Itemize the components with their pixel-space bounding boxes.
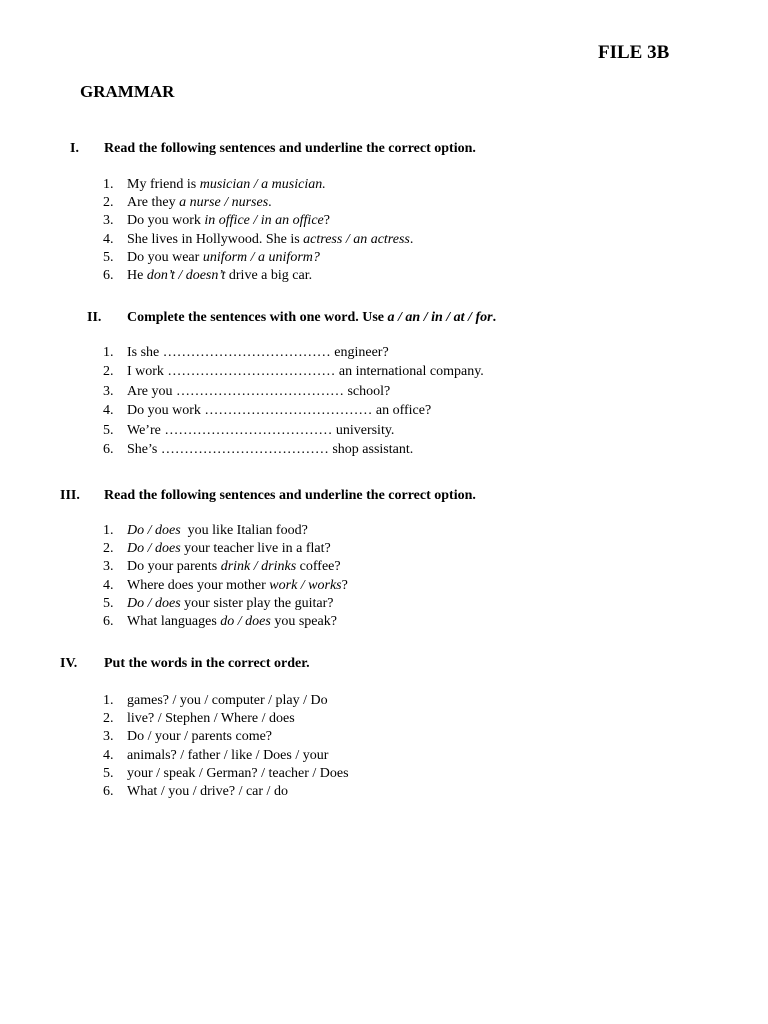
section-2-list <box>103 345 484 461</box>
sentence-text: live? / Stephen / Where / does <box>127 711 295 727</box>
section-instruction: Put the words in the correct order. <box>104 656 310 671</box>
section-3-list <box>103 523 348 632</box>
list-item <box>103 249 413 268</box>
item-number: 6. <box>103 613 114 629</box>
item-number: 1. <box>103 523 114 538</box>
answer-options: musician / a musician. <box>199 177 326 192</box>
sentence-text: coffee? <box>296 559 341 575</box>
instruction-text: Complete the sentences with one word. Use <box>127 310 388 325</box>
section-instruction: Read the following sentences and underline the correct option. <box>104 488 476 503</box>
answer-options: Do / does <box>127 595 181 611</box>
list-item <box>103 559 348 577</box>
sentence-text: Do you work ……………………………… an office? <box>127 403 432 419</box>
sentence-text: What languages <box>127 613 221 629</box>
list-item <box>103 541 348 559</box>
list-item <box>103 267 413 286</box>
sentence-text: animals? / father / like / Does / your <box>127 747 329 763</box>
sentence-text: Are you ……………………………… school? <box>127 383 391 399</box>
item-number: 3. <box>103 213 114 229</box>
list-item <box>103 364 484 383</box>
sentence-text: Do / your / parents come? <box>127 729 273 745</box>
answer-options: drink / drinks <box>220 559 297 575</box>
item-number: 5. <box>103 249 114 265</box>
section-numeral: IV. <box>60 656 78 671</box>
item-number: 3. <box>103 729 114 745</box>
item-number: 2. <box>103 541 114 557</box>
list-item <box>103 765 349 784</box>
section-4-list <box>103 693 349 802</box>
item-number: 4. <box>103 747 114 763</box>
answer-options: Do / does <box>127 541 181 557</box>
answer-options: a nurse / nurses <box>179 195 269 211</box>
section-numeral: III. <box>60 488 80 503</box>
item-number: 5. <box>103 595 114 611</box>
sentence-text: We’re ……………………………… university. <box>127 422 395 438</box>
sentence-text: games? / you / computer / play / Do <box>127 693 328 708</box>
sentence-text: He <box>127 267 147 283</box>
list-item <box>103 613 348 632</box>
sentence-text: ? <box>341 577 348 593</box>
list-item <box>103 783 349 802</box>
item-number: 4. <box>103 577 114 593</box>
section-instruction: Read the following sentences and underline the correct option. <box>104 141 476 156</box>
answer-options: actress / an actress <box>303 231 410 247</box>
item-number: 2. <box>103 711 114 727</box>
list-item <box>103 693 349 711</box>
sentence-text: your / speak / German? / teacher / Does <box>127 765 349 781</box>
sentence-text: She’s ……………………………… shop assistant. <box>127 441 414 457</box>
instruction-text: . <box>492 310 497 325</box>
list-item <box>103 213 413 231</box>
sentence-text: Is she ……………………………… engineer? <box>127 345 389 360</box>
sentence-text: you like Italian food? <box>180 523 308 538</box>
item-number: 1. <box>103 693 114 708</box>
sentence-text: What / you / drive? / car / do <box>127 783 288 799</box>
answer-options: uniform / a uniform? <box>202 249 320 265</box>
page-title: GRAMMAR <box>80 82 175 101</box>
sentence-text: She lives in Hollywood. She is <box>127 231 304 247</box>
sentence-text: Do your parents <box>127 559 221 575</box>
answer-options: don’t / doesn’t <box>146 267 226 283</box>
item-number: 2. <box>103 195 114 211</box>
list-item <box>103 577 348 596</box>
list-item <box>103 422 484 442</box>
answer-options: work / works <box>269 577 342 593</box>
list-item <box>103 231 414 250</box>
sentence-text: Are they <box>127 195 180 211</box>
item-number: 1. <box>103 345 114 360</box>
item-number: 6. <box>103 267 114 283</box>
section-instruction <box>127 310 496 326</box>
list-item <box>103 441 484 461</box>
answer-options: do / does <box>220 613 271 629</box>
section-numeral: I. <box>70 141 79 156</box>
list-item <box>103 747 349 766</box>
list-item <box>103 523 348 541</box>
list-item <box>103 711 349 729</box>
instruction-options: a / an / in / at / for <box>387 310 493 325</box>
sentence-text: your teacher live in a flat? <box>180 541 331 557</box>
answer-options: in office / in an office <box>204 213 324 229</box>
item-number: 5. <box>103 422 114 438</box>
answer-options: Do / does <box>127 523 181 538</box>
item-number: 4. <box>103 231 114 247</box>
list-item <box>103 403 484 422</box>
list-item <box>103 195 413 213</box>
item-number: 6. <box>103 441 114 457</box>
item-number: 2. <box>103 364 114 380</box>
sentence-text: ? <box>323 213 330 229</box>
item-number: 5. <box>103 765 114 781</box>
item-number: 1. <box>103 177 114 192</box>
list-item <box>103 595 348 614</box>
item-number: 3. <box>103 383 114 399</box>
sentence-text: Do you wear <box>127 249 203 265</box>
sentence-text: you speak? <box>270 613 337 629</box>
sentence-text: . <box>268 195 272 211</box>
list-item <box>103 177 413 195</box>
file-label: FILE 3B <box>598 42 670 63</box>
section-numeral: II. <box>87 310 102 325</box>
list-item <box>103 345 484 364</box>
list-item <box>103 729 349 747</box>
sentence-text: Do you work <box>127 213 205 229</box>
sentence-text: . <box>409 231 414 247</box>
list-item <box>103 383 484 403</box>
sentence-text: your sister play the guitar? <box>180 595 334 611</box>
item-number: 6. <box>103 783 114 799</box>
sentence-text: I work ……………………………… an international company. <box>127 364 484 380</box>
sentence-text: Where does your mother <box>127 577 270 593</box>
sentence-text: drive a big car. <box>225 267 313 283</box>
section-1-list <box>103 177 414 286</box>
sentence-text: My friend is <box>127 177 200 192</box>
item-number: 4. <box>103 403 114 419</box>
item-number: 3. <box>103 559 114 575</box>
